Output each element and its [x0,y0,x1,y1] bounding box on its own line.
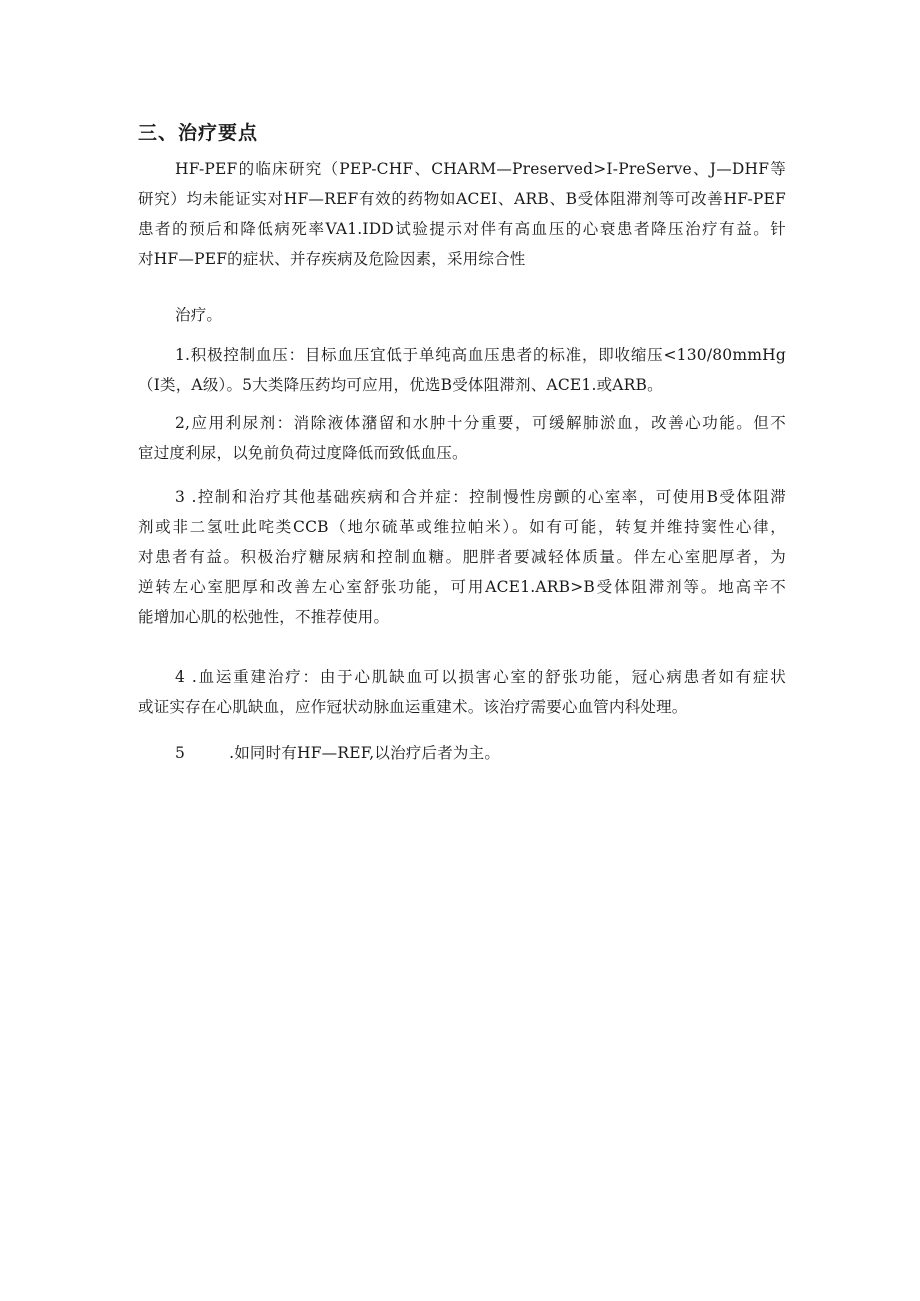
paragraph-continuation [138,300,786,330]
paragraph-item-1 [138,340,786,400]
text-line: 2,应用利尿剂：消除液体潴留和水肿十分重要，可缓解肺淤血，改善心功能。但不 [175,414,786,432]
text-line: 1.积极控制血压：目标血压宜低于单纯高血压患者的标准，即收缩压<130/80mmHg [175,346,786,364]
text-line: 逆转左心室肥厚和改善左心室舒张功能，可用ACE1.ARB>B受体阻滞剂等。地高辛不 [138,578,786,596]
text-line: 对患者有益。积极治疗糖尿病和控制血糖。肥胖者要减轻体质量。伴左心室肥厚者，为 [138,548,786,566]
text-line: （I类，A级）。5大类降压药均可应用，优选B受体阻滞剂、ACE1.或ARB。 [138,376,663,394]
text-line [138,738,786,768]
paragraph-item-3 [138,482,786,632]
paragraph-item-5 [138,738,786,768]
paragraph-intro [138,154,786,274]
item-text: .如同时有HF—REF,以治疗后者为主。 [229,744,501,762]
paragraph-item-2 [138,408,786,468]
text-line: 治疗。 [175,306,223,324]
text-line: 对HF—PEF的症状、并存疾病及危险因素，采用综合性 [138,250,526,268]
text-line: 或证实存在心肌缺血，应作冠状动脉血运重建术。该治疗需要心血管内科处理。 [138,698,688,716]
paragraph-item-4 [138,662,786,722]
text-line: 研究）均未能证实对HF—REF有效的药物如ACEI、ARB、B受体阻滞剂等可改善HF-PEF [138,190,786,208]
text-line: 剂或非二氢吐此咤类CCB（地尔硫革或维拉帕米）。如有可能，转复并维持窦性心律， [138,518,786,536]
section-heading: 三、治疗要点 [138,122,259,144]
text-line: 宦过度利尿，以免前负荷过度降低而致低血压。 [138,444,468,462]
text-line: 能增加心肌的松弛性，不推荐使用。 [138,608,390,626]
item-number: 5 [175,744,186,762]
text-line: HF-PEF的临床研究（PEP-CHF、CHARM—Preserved>I-PreServe、J—DHF等 [175,160,786,178]
text-line: 患者的预后和降低病死率VA1.IDD试验提示对伴有高血压的心衰患者降压治疗有益。针 [138,220,786,238]
text-line: 4 .血运重建治疗：由于心肌缺血可以损害心室的舒张功能，冠心病患者如有症状 [175,668,786,686]
text-line: 3 .控制和治疗其他基础疾病和合并症：控制慢性房颤的心室率，可使用B受体阻滞 [175,488,786,506]
